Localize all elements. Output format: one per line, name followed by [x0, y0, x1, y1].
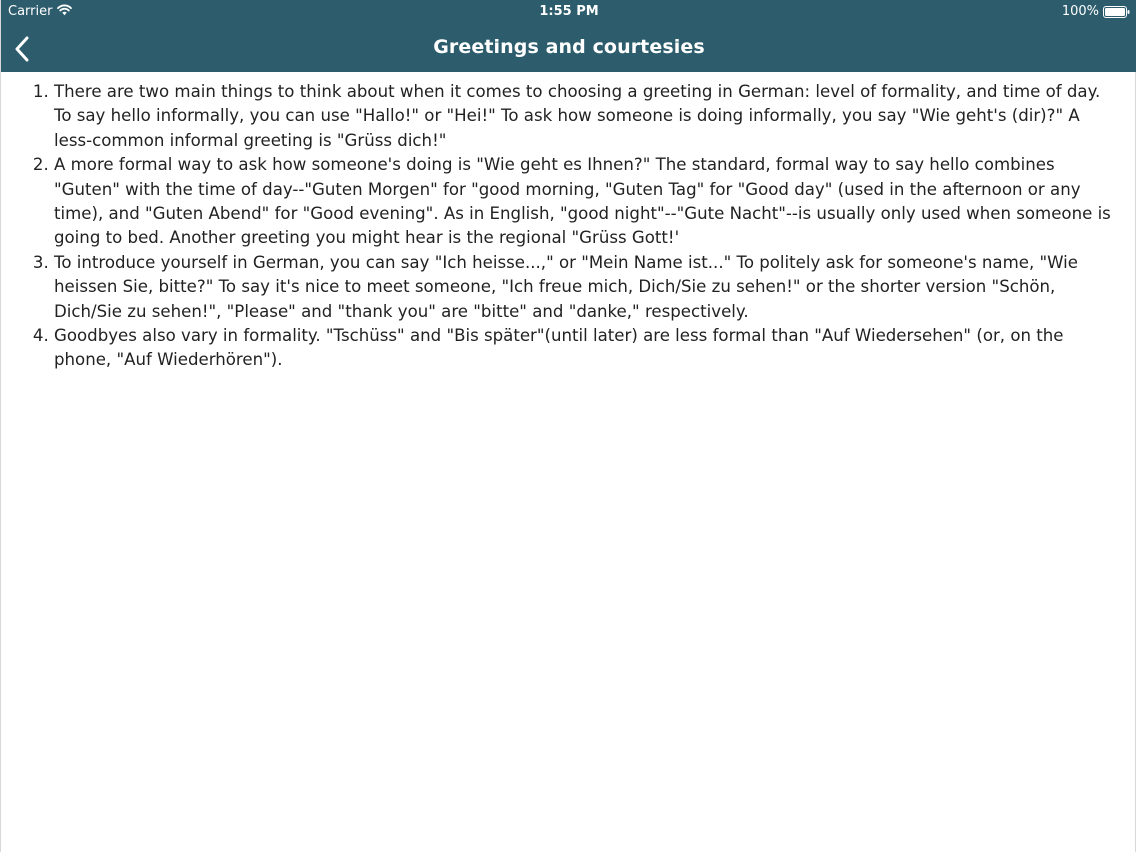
- battery-percent: 100%: [1061, 4, 1099, 19]
- status-bar: [1, 0, 1136, 24]
- carrier-label: Carrier: [8, 4, 53, 19]
- list-item: 4. Goodbyes also vary in formality. "Tschüss" and "Bis später"(until later) are less formal than "Auf Wiedersehen" (or, on the phone, "Auf Wiederhören").: [54, 324, 1122, 373]
- navigation-bar: [1, 24, 1136, 72]
- status-time: 1:55 PM: [539, 4, 599, 19]
- page-title: Greetings and courtesies: [433, 36, 705, 58]
- list-item: 2. A more formal way to ask how someone's doing is "Wie geht es Ihnen?" The standard, formal way to say hello combines "Guten" with the time of day--"Guten Morgen" for "good morning, "Guten Tag" for "Good day" (used in the afternoon or any time), and "Guten Abend" for "Good evening". As in English, "good night"--"Gute Nacht"--is usually only used when someone is going to bed. Another greeting you might hear is the regional "Grüss Gott!': [54, 153, 1122, 251]
- battery-icon: [1103, 6, 1130, 18]
- greetings-list: [26, 80, 1122, 373]
- list-item: 1. There are two main things to think about when it comes to choosing a greeting in German: level of formality, and time of day. To say hello informally, you can use "Hallo!" or "Hei!" To ask how someone is doing informally, you say "Wie geht's (dir)?" A less-common informal greeting is "Grüss dich!": [54, 80, 1122, 153]
- header: [1, 0, 1136, 72]
- list-item: 3. To introduce yourself in German, you can say "Ich heisse...," or "Mein Name ist..." To politely ask for someone's name, "Wie heissen Sie, bitte?" To say it's nice to meet someone, "Ich freue mich, Dich/Sie zu sehen!" or the shorter version "Schön, Dich/Sie zu sehen!", "Please" and "thank you" are "bitte" and "danke," respectively.: [54, 251, 1122, 324]
- content-area: [26, 80, 1122, 373]
